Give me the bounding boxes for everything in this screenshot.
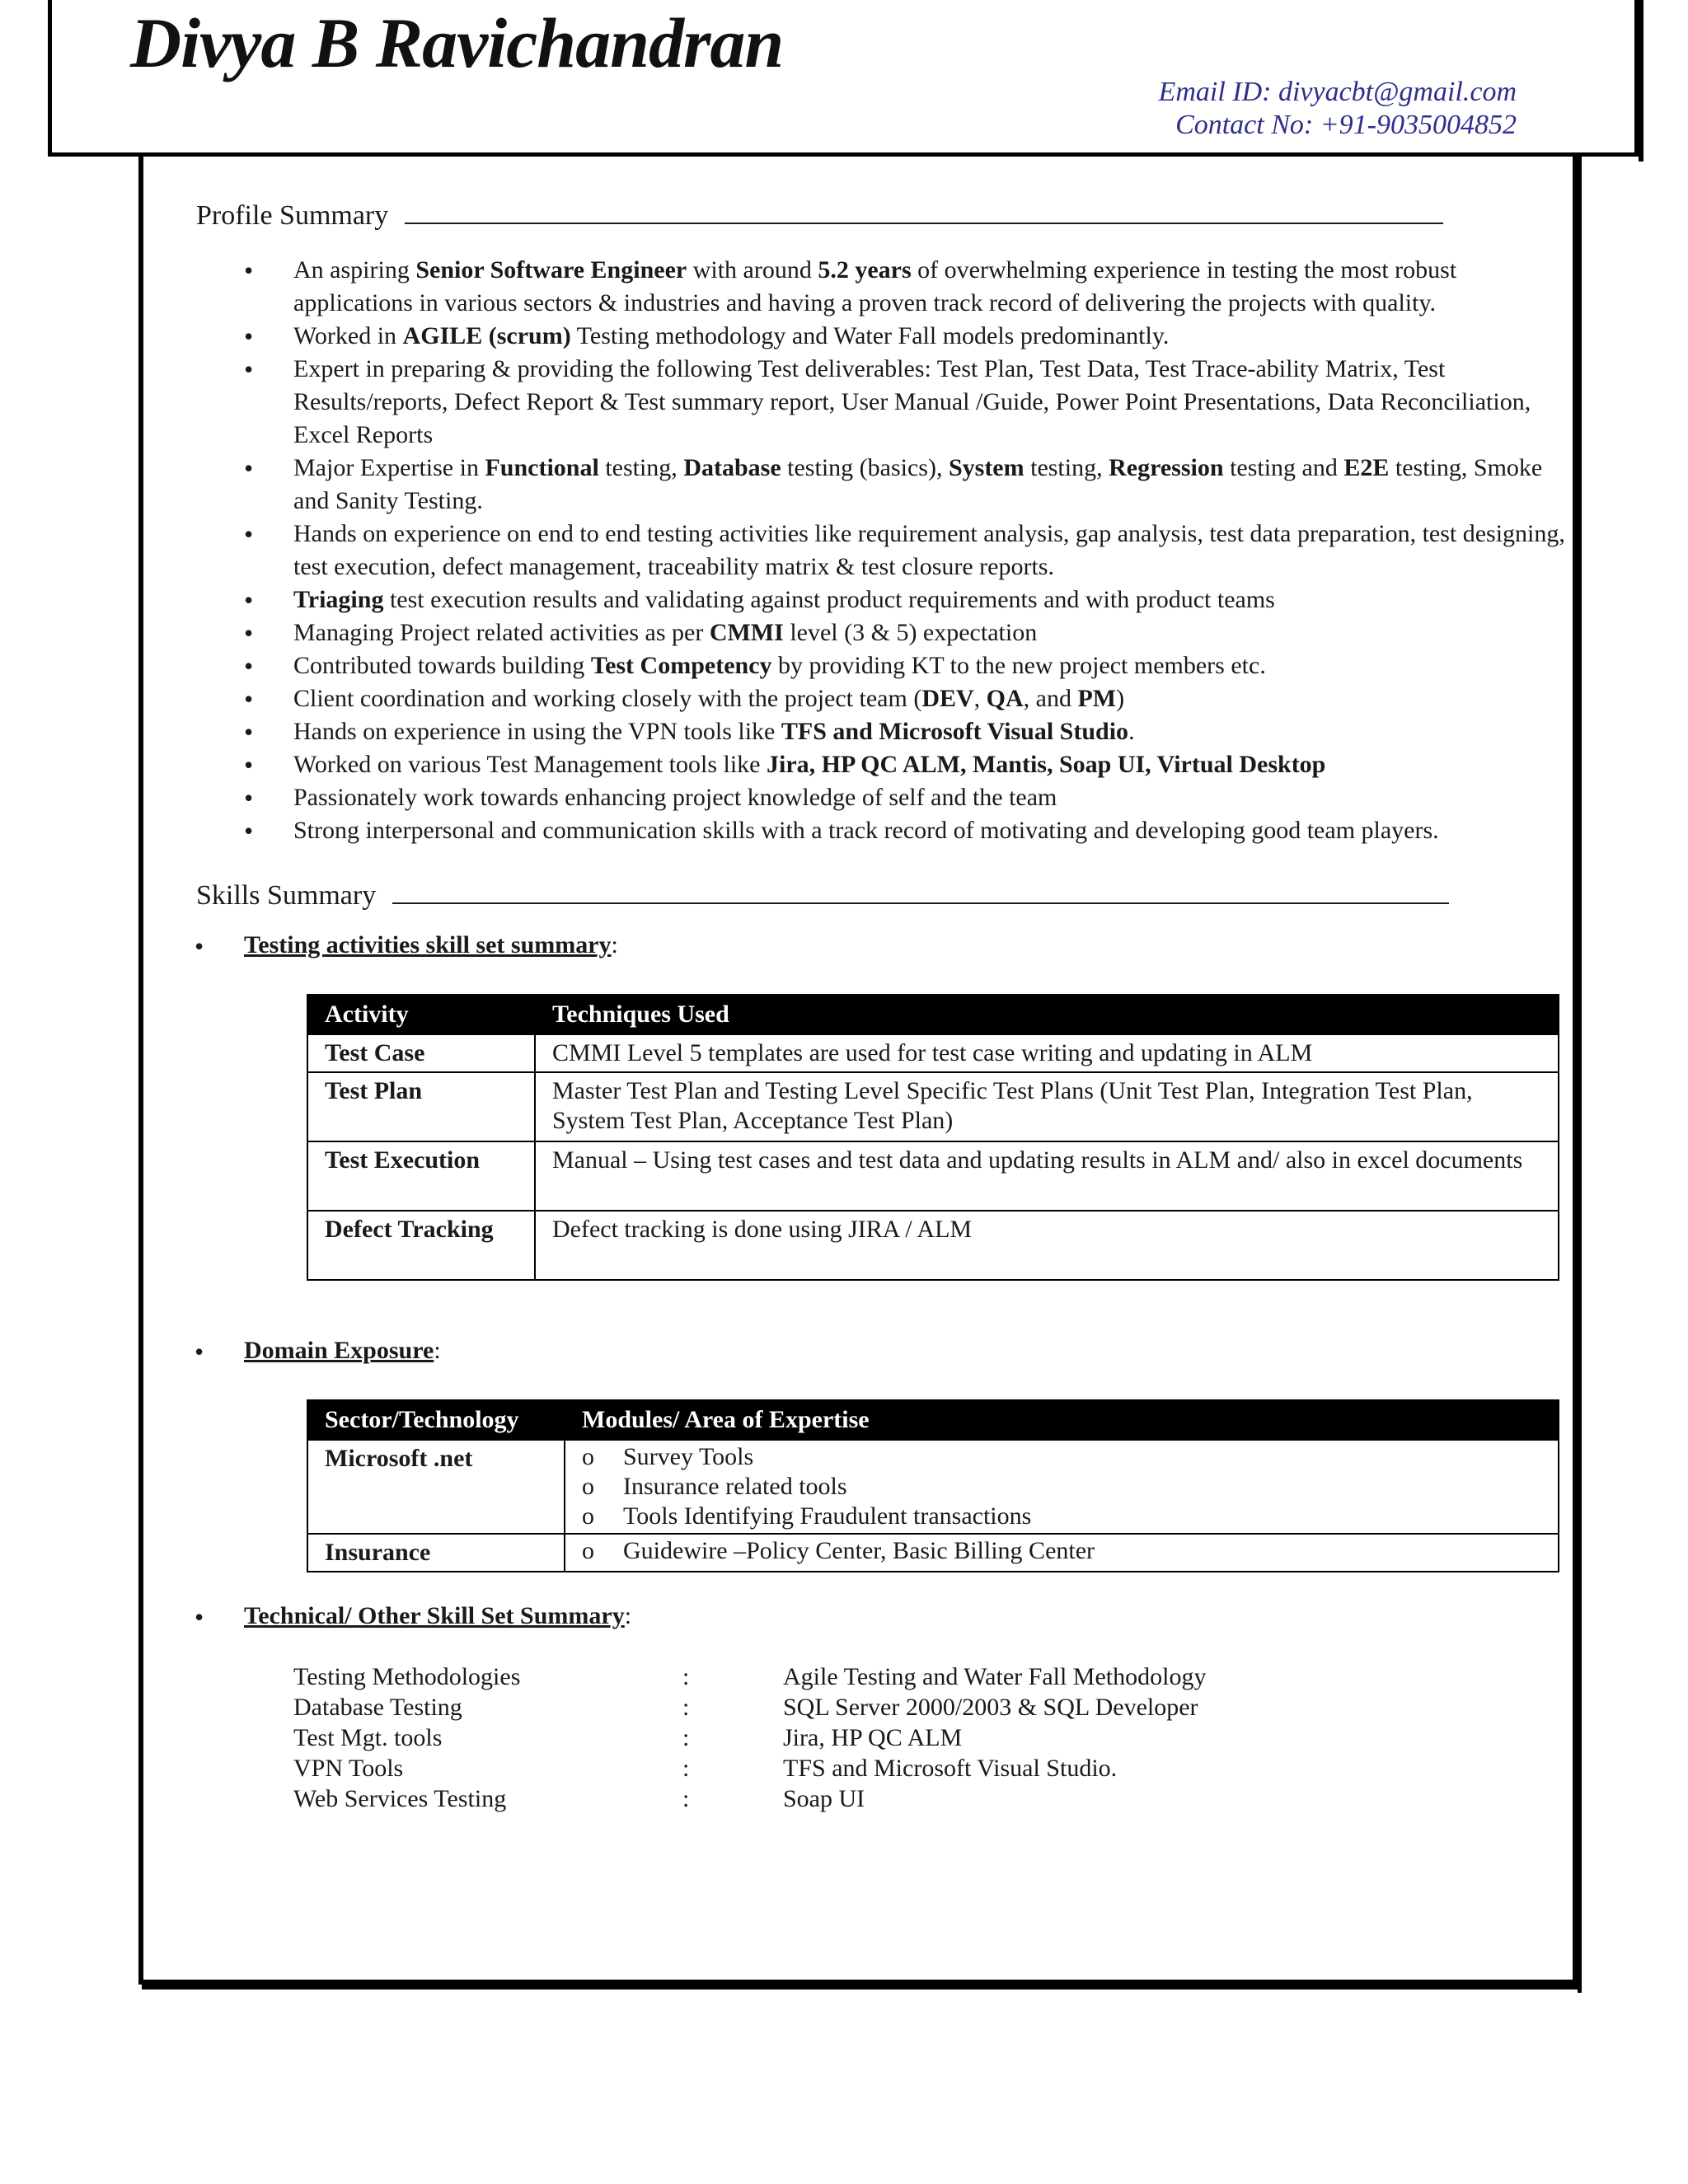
domain-exposure-table — [307, 1399, 1559, 1572]
table-row — [307, 1440, 1559, 1534]
list-item: o Guidewire –Policy Center, Basic Billing Center — [565, 1536, 1558, 1566]
domain-exposure-heading: • Domain Exposure: — [244, 1337, 441, 1365]
emphasis-text: Senior Software Engineer — [415, 256, 687, 284]
activity-cell: Test Plan — [307, 1072, 535, 1141]
bullet-text: testing, Smoke and Sanity Testing. — [293, 454, 1543, 514]
section-rule — [405, 223, 1443, 224]
emphasis-text: E2E — [1343, 454, 1390, 481]
table-header-cell: Activity — [307, 995, 535, 1034]
bullet-text: Worked in — [293, 322, 403, 349]
bullet-text: Expert in preparing & providing the following Test deliverables: Test Plan, Test Data, Test Trace-ability Matrix, Test Results/reports, Defect Report & Test summary report, User Manual /Guide, Power Point Presentations, Data Reconciliation, Excel Reports — [293, 355, 1531, 448]
technique-cell: Defect tracking is done using JIRA / ALM — [535, 1211, 1559, 1280]
emphasis-text: TFS and Microsoft Visual Studio — [781, 718, 1129, 745]
bullet-text: Managing Project related activities as per — [293, 619, 710, 646]
bullet-text: . — [1128, 718, 1135, 745]
list-item: o Survey Tools — [565, 1442, 1558, 1472]
technical-skills-heading-text: Technical/ Other Skill Set Summary — [244, 1602, 625, 1629]
list-item — [198, 583, 1566, 616]
bullet-text: testing (basics), — [781, 454, 949, 481]
technique-cell: Manual – Using test cases and test data and updating results in ALM and/ also in excel documents — [535, 1141, 1559, 1211]
section-rule — [392, 902, 1449, 904]
list-item — [198, 452, 1566, 518]
testing-skills-heading-text: Testing activities skill set summary — [244, 931, 612, 958]
emphasis-text: 5.2 years — [818, 256, 912, 284]
technical-skills-heading: • Technical/ Other Skill Set Summary: — [244, 1602, 631, 1630]
profile-summary-title — [196, 200, 1443, 232]
skill-label: Database Testing — [293, 1694, 462, 1721]
emphasis-text: AGILE (scrum) — [402, 322, 571, 349]
skills-summary-title — [196, 880, 1449, 912]
activity-cell: Defect Tracking — [307, 1211, 535, 1280]
bullet-text: Contributed towards building — [293, 652, 591, 679]
candidate-name: Divya B Ravichandran — [130, 3, 784, 82]
testing-skills-table — [307, 994, 1559, 1281]
emphasis-text: DEV — [921, 685, 974, 712]
activity-cell: Test Case — [307, 1034, 535, 1072]
modules-list — [565, 1442, 1558, 1531]
skill-label: Web Services Testing — [293, 1785, 507, 1812]
bullet-text: Testing methodology and Water Fall models predominantly. — [570, 322, 1170, 349]
skill-label: Test Mgt. tools — [293, 1724, 443, 1751]
list-item — [198, 254, 1566, 320]
list-item: o Tools Identifying Fraudulent transactions — [565, 1502, 1558, 1531]
sector-cell: Microsoft .net — [307, 1440, 565, 1534]
emphasis-text: System — [948, 454, 1025, 481]
contact-block — [1159, 76, 1517, 142]
bullet-text: test execution results and validating against product requirements and with product teams — [383, 586, 1275, 613]
emphasis-text: Test Competency — [590, 652, 772, 679]
list-item — [198, 682, 1566, 715]
bullet-text: ) — [1116, 685, 1125, 712]
emphasis-text: QA — [986, 685, 1024, 712]
bullet-text: testing, — [1024, 454, 1109, 481]
skill-label: Testing Methodologies — [293, 1663, 521, 1690]
bullet-text: testing and — [1223, 454, 1344, 481]
separator: : — [682, 1724, 690, 1751]
bullet-text: by providing KT to the new project members etc. — [771, 652, 1266, 679]
bullet-text: , and — [1023, 685, 1078, 712]
technique-cell: CMMI Level 5 templates are used for test case writing and updating in ALM — [535, 1034, 1559, 1072]
list-item — [198, 518, 1566, 583]
list-item — [198, 649, 1566, 682]
skills-summary-title-text: Skills Summary — [196, 880, 377, 911]
emphasis-text: Regression — [1109, 454, 1224, 481]
skill-value: Soap UI — [783, 1785, 865, 1812]
table-header-cell: Modules/ Area of Expertise — [565, 1400, 1559, 1440]
profile-summary-list — [198, 254, 1566, 847]
technique-cell: Master Test Plan and Testing Level Specific Test Plans (Unit Test Plan, Integration Test Plan, System Test Plan, Acceptance Test Plan) — [535, 1072, 1559, 1141]
email-line: Email ID: divyacbt@gmail.com — [1158, 77, 1517, 107]
bullet-text: Hands on experience on end to end testing activities like requirement analysis, gap analysis, test data preparation, test designing, test execution, defect management, traceability matrix & test closure reports. — [293, 520, 1565, 580]
list-item — [198, 715, 1566, 748]
bullet-text: Passionately work towards enhancing project knowledge of self and the team — [293, 784, 1057, 811]
table-header-cell: Sector/Technology — [307, 1400, 565, 1440]
body-frame-shadow-right — [1578, 157, 1582, 1993]
skill-label: VPN Tools — [293, 1755, 404, 1782]
emphasis-text: CMMI — [709, 619, 784, 646]
bullet-text: Worked on various Test Management tools like — [293, 751, 767, 778]
list-item — [198, 748, 1566, 781]
table-header-row — [307, 995, 1559, 1034]
emphasis-text: Database — [683, 454, 781, 481]
modules-cell — [565, 1440, 1559, 1534]
table-row — [307, 1072, 1559, 1141]
list-item: o Insurance related tools — [565, 1472, 1558, 1502]
bullet-text: Hands on experience in using the VPN tools like — [293, 718, 781, 745]
bullet-text: Client coordination and working closely with the project team ( — [293, 685, 922, 712]
modules-list — [565, 1536, 1558, 1566]
body-frame-shadow-bottom — [142, 1985, 1582, 1990]
activity-cell: Test Execution — [307, 1141, 535, 1211]
separator: : — [682, 1663, 690, 1690]
list-item — [198, 616, 1566, 649]
emphasis-text: Functional — [485, 454, 599, 481]
skill-value: Agile Testing and Water Fall Methodology — [783, 1663, 1207, 1690]
emphasis-text: Jira, HP QC ALM, Mantis, Soap UI, Virtual Desktop — [766, 751, 1326, 778]
skill-value: SQL Server 2000/2003 & SQL Developer — [783, 1694, 1198, 1721]
separator: : — [682, 1785, 690, 1812]
phone-line: Contact No: +91-9035004852 — [1175, 110, 1517, 140]
bullet-text: , — [973, 685, 987, 712]
bullet-text: level (3 & 5) expectation — [783, 619, 1038, 646]
header-frame-shadow — [1639, 0, 1643, 162]
list-item — [198, 353, 1566, 452]
table-row — [307, 1034, 1559, 1072]
modules-cell — [565, 1534, 1559, 1572]
testing-skills-heading: • Testing activities skill set summary: — [244, 931, 618, 959]
table-row — [307, 1534, 1559, 1572]
emphasis-text: PM — [1077, 685, 1117, 712]
profile-summary-title-text: Profile Summary — [196, 200, 389, 231]
bullet-text: Strong interpersonal and communication skills with a track record of motivating and developing good team players. — [293, 817, 1439, 844]
sector-cell: Insurance — [307, 1534, 565, 1572]
bullet-text: with around — [687, 256, 818, 284]
bullet-text: testing, — [598, 454, 684, 481]
emphasis-text: Triaging — [293, 586, 384, 613]
bullet-text: of overwhelming experience in testing the most robust applications in various sectors & industries and having a proven track record of delivering the projects with quality. — [293, 256, 1457, 316]
list-item — [198, 814, 1566, 847]
skill-value: Jira, HP QC ALM — [783, 1724, 963, 1751]
bullet-text: An aspiring — [293, 256, 416, 284]
table-row — [307, 1141, 1559, 1211]
table-row — [307, 1211, 1559, 1280]
bullet-text: Major Expertise in — [293, 454, 485, 481]
separator: : — [682, 1755, 690, 1782]
domain-exposure-heading-text: Domain Exposure — [244, 1337, 434, 1364]
list-item — [198, 320, 1566, 353]
list-item — [198, 781, 1566, 814]
table-header-cell: Techniques Used — [535, 995, 1559, 1034]
separator: : — [682, 1694, 690, 1721]
table-header-row — [307, 1400, 1559, 1440]
skill-value: TFS and Microsoft Visual Studio. — [783, 1755, 1118, 1782]
